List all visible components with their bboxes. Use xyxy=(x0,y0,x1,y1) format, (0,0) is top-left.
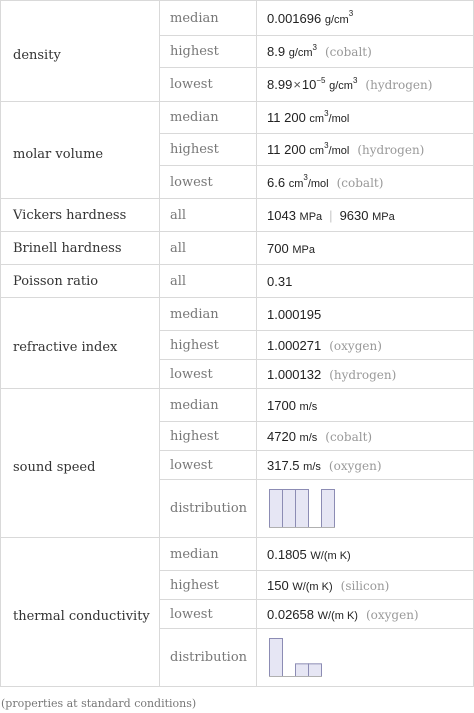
stat-label: lowest xyxy=(160,600,257,629)
thermal-conductivity-histogram xyxy=(267,636,347,680)
stat-label: lowest xyxy=(160,166,257,199)
histogram-bar xyxy=(296,489,309,527)
table-row xyxy=(1,102,474,134)
stat-label: all xyxy=(160,265,257,298)
stat-label: lowest xyxy=(160,451,257,480)
thermal-distribution xyxy=(257,629,474,687)
table-row xyxy=(1,538,474,571)
stat-label: median xyxy=(160,102,257,134)
density-median-value: 0.001696 $g/cm^3$ xyxy=(257,1,474,36)
histogram-bar xyxy=(296,663,309,676)
refractive-lowest-value: 1.000132 (hydrogen) xyxy=(257,360,474,389)
table-row xyxy=(1,1,474,36)
brinell-value: 700 MPa xyxy=(257,232,474,265)
molar-volume-lowest-value: 6.6 $cm^3$/mol (cobalt) xyxy=(257,166,474,199)
table-row xyxy=(1,199,474,232)
sound-speed-histogram xyxy=(267,487,347,531)
density-highest-value: 8.9 $g/cm^3$ (cobalt) xyxy=(257,36,474,68)
stat-label: median xyxy=(160,389,257,422)
stat-label: all xyxy=(160,199,257,232)
table-row xyxy=(1,298,474,331)
row-label-molar-volume: molar volume xyxy=(1,102,160,199)
refractive-highest-value: 1.000271 (oxygen) xyxy=(257,331,474,360)
histogram-bar xyxy=(322,489,335,527)
sound-speed-lowest-value: 317.5 m/s (oxygen) xyxy=(257,451,474,480)
stat-label: lowest xyxy=(160,360,257,389)
row-label-poisson: Poisson ratio xyxy=(1,265,160,298)
stat-label: all xyxy=(160,232,257,265)
stat-label: distribution xyxy=(160,629,257,687)
sound-speed-highest-value: 4720 m/s (cobalt) xyxy=(257,422,474,451)
molar-volume-highest-value: 11 200 $cm^3$/mol (hydrogen) xyxy=(257,134,474,166)
stat-label: highest xyxy=(160,422,257,451)
stat-label: median xyxy=(160,538,257,571)
footnote: (properties at standard conditions) xyxy=(1,697,197,710)
density-lowest-value: $8.99\times 10^{-5}$ $g/cm^3$ (hydrogen) xyxy=(257,68,474,102)
stat-label: highest xyxy=(160,571,257,600)
stat-label: median xyxy=(160,1,257,36)
stat-label: lowest xyxy=(160,68,257,102)
vickers-value: 1043 MPa | 9630 MPa xyxy=(257,199,474,232)
row-label-refractive-index: refractive index xyxy=(1,298,160,389)
stat-label: highest xyxy=(160,331,257,360)
histogram-bar xyxy=(270,638,283,676)
thermal-median-value: 0.1805 W/(m K) xyxy=(257,538,474,571)
thermal-highest-value: 150 W/(m K) (silicon) xyxy=(257,571,474,600)
thermal-lowest-value: 0.02658 W/(m K) (oxygen) xyxy=(257,600,474,629)
molar-volume-median-value: 11 200 $cm^3$/mol xyxy=(257,102,474,134)
row-label-density: density xyxy=(1,1,160,102)
stat-label: median xyxy=(160,298,257,331)
refractive-median-value: 1.000195 xyxy=(257,298,474,331)
stat-label: highest xyxy=(160,36,257,68)
histogram-bar xyxy=(283,489,296,527)
table-row xyxy=(1,265,474,298)
stat-label: highest xyxy=(160,134,257,166)
row-label-vickers: Vickers hardness xyxy=(1,199,160,232)
histogram-bar xyxy=(309,663,322,676)
sound-speed-median-value: 1700 m/s xyxy=(257,389,474,422)
row-label-thermal-conductivity: thermal conductivity xyxy=(1,538,160,687)
stat-label: distribution xyxy=(160,480,257,538)
poisson-value: 0.31 xyxy=(257,265,474,298)
table-row xyxy=(1,232,474,265)
sound-speed-distribution xyxy=(257,480,474,538)
table-row xyxy=(1,389,474,422)
row-label-brinell: Brinell hardness xyxy=(1,232,160,265)
histogram-bar xyxy=(270,489,283,527)
row-label-sound-speed: sound speed xyxy=(1,389,160,538)
